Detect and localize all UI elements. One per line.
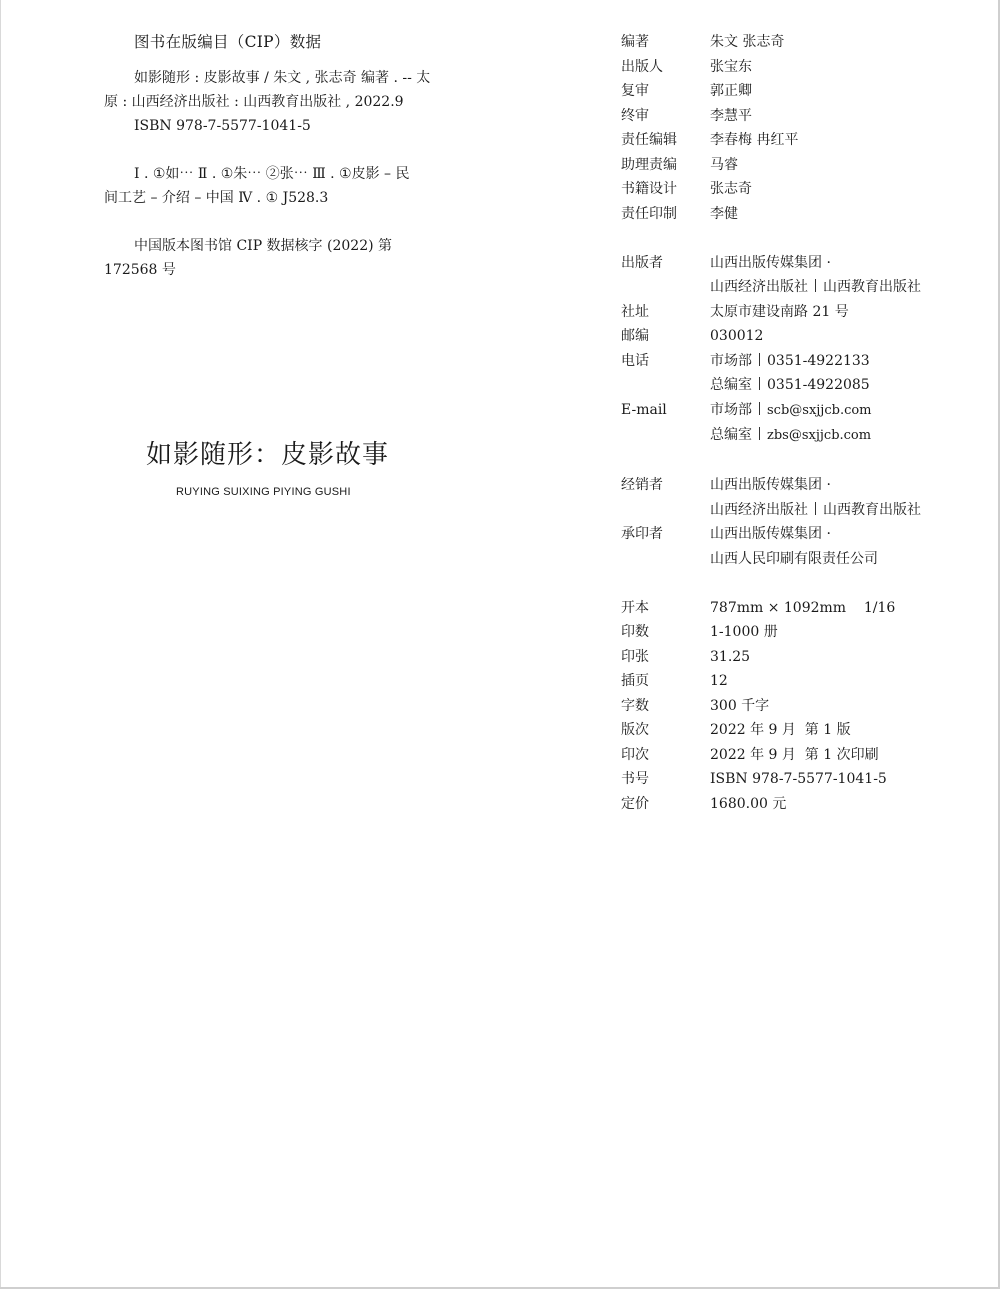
phone-row-2	[621, 373, 991, 398]
separator	[815, 279, 816, 292]
email-address-1: scb@sxjjcb.com	[767, 402, 872, 418]
cip-title: 图书在版编目（CIP）数据	[134, 33, 322, 51]
spec-label: 版次	[621, 722, 649, 738]
email-address-2: zbs@sxjjcb.com	[767, 428, 872, 443]
spec-row	[621, 694, 991, 719]
phone-dept-1: 市场部	[710, 352, 752, 369]
spec-value: 1-1000 册	[710, 624, 778, 640]
address-value: 太原市建设南路 21 号	[710, 303, 849, 320]
publisher-name-a: 山西经济出版社	[710, 279, 808, 295]
publisher-row-2	[621, 275, 991, 300]
separator	[759, 377, 760, 390]
credit-label: 责任印制	[621, 205, 677, 222]
spec-label: 字数	[621, 697, 649, 714]
credit-row	[621, 104, 991, 129]
credit-label: 编著	[621, 34, 649, 50]
printer-line-1: 山西出版传媒集团 ·	[710, 526, 831, 542]
credit-label: 出版人	[621, 58, 663, 75]
email-dept-1: 市场部	[710, 401, 752, 418]
credit-value: 李健	[710, 205, 738, 222]
credit-row	[621, 128, 991, 153]
publisher-label: 出版者	[621, 254, 663, 271]
spec-row	[621, 792, 991, 817]
spec-label: 书号	[621, 771, 649, 787]
cip-subject-b: 间工艺 – 介绍 – 中国 Ⅳ . ① J528.3	[104, 190, 329, 206]
phone-number-1: 0351-4922133	[767, 352, 870, 369]
credit-row	[621, 153, 991, 178]
distributor-row-2	[621, 498, 991, 523]
page-left-edge	[0, 0, 1, 1289]
spec-row	[621, 620, 991, 645]
separator	[759, 427, 760, 440]
separator	[759, 353, 760, 366]
cip-line-1b: 原 : 山西经济出版社 : 山西教育出版社 , 2022.9	[104, 94, 404, 110]
spec-value: 1680.00 元	[710, 795, 787, 812]
spec-label: 印张	[621, 648, 649, 665]
credit-value: 马睿	[710, 156, 738, 173]
spec-row	[621, 596, 991, 621]
spec-label: 定价	[621, 795, 649, 812]
spec-label: 开本	[621, 599, 649, 616]
credit-label: 助理责编	[621, 156, 677, 173]
email-label: E-mail	[621, 401, 667, 418]
printer-row-2	[621, 547, 991, 572]
spec-value: 787mm × 1092mm 1/16	[710, 599, 896, 616]
spec-value: 31.25	[710, 648, 751, 665]
phone-row	[621, 349, 991, 374]
credit-label: 复审	[621, 83, 649, 99]
printer-row	[621, 522, 991, 547]
spec-row	[621, 645, 991, 670]
separator	[759, 402, 760, 415]
distributor-name-b: 山西教育出版社	[823, 501, 921, 518]
distributor-line-1: 山西出版传媒集团 ·	[710, 477, 831, 493]
phone-label: 电话	[621, 352, 649, 369]
cip-subject-a: Ⅰ . ①如⋯ Ⅱ . ①朱⋯ ②张⋯ Ⅲ . ①皮影 – 民	[134, 166, 410, 182]
spec-value: 300 千字	[710, 697, 770, 714]
publisher-row	[621, 251, 991, 276]
separator	[815, 502, 816, 515]
credit-label: 书籍设计	[621, 181, 677, 197]
credit-value: 张宝东	[710, 58, 752, 75]
distributor-row	[621, 473, 991, 498]
cip-block	[104, 30, 444, 282]
credit-row	[621, 177, 991, 202]
credit-value: 朱文 张志奇	[710, 34, 785, 50]
spec-value: ISBN 978-7-5577-1041-5	[710, 771, 887, 787]
credit-value: 张志奇	[710, 181, 752, 197]
distributor-name-a: 山西经济出版社	[710, 501, 808, 518]
postcode-value: 030012	[710, 328, 764, 344]
book-title: 如影随形：皮影故事	[146, 440, 390, 470]
credit-row	[621, 55, 991, 80]
spec-row	[621, 767, 991, 792]
phone-number-2: 0351-4922085	[767, 377, 870, 393]
credit-value: 李春梅 冉红平	[710, 132, 799, 148]
cip-isbn: ISBN 978-7-5577-1041-5	[134, 118, 311, 134]
credit-row	[621, 202, 991, 227]
address-row	[621, 300, 991, 325]
email-dept-2: 总编室	[710, 427, 752, 443]
publisher-name-b: 山西教育出版社	[823, 279, 921, 295]
spec-label: 印数	[621, 624, 649, 640]
email-row	[621, 398, 991, 424]
credit-value: 李慧平	[710, 107, 752, 124]
printer-label: 承印者	[621, 526, 663, 542]
credit-value: 郭正卿	[710, 83, 752, 99]
cip-number: 中国版本图书馆 CIP 数据核字 (2022) 第 172568 号	[104, 238, 393, 278]
spec-label: 印次	[621, 746, 649, 763]
email-row-2	[621, 423, 991, 449]
credit-label: 终审	[621, 107, 649, 124]
cip-line-1a: 如影随形 : 皮影故事 / 朱文 , 张志奇 编著 . -- 太	[134, 70, 431, 86]
book-title-pinyin: RUYING SUIXING PIYING GUSHI	[176, 486, 351, 498]
distributor-label: 经销者	[621, 477, 663, 493]
publisher-line-1: 山西出版传媒集团 ·	[710, 254, 831, 271]
spec-value: 2022 年 9 月 第 1 版	[710, 722, 851, 738]
spec-row	[621, 743, 991, 768]
printer-line-2: 山西人民印刷有限责任公司	[710, 550, 878, 567]
colophon	[621, 30, 991, 816]
spec-row	[621, 718, 991, 743]
spec-value: 2022 年 9 月 第 1 次印刷	[710, 746, 879, 763]
address-label: 社址	[621, 303, 649, 320]
credit-row	[621, 79, 991, 104]
credit-row	[621, 30, 991, 55]
spec-value: 12	[710, 673, 728, 689]
spec-label: 插页	[621, 673, 649, 689]
credit-label: 责任编辑	[621, 132, 677, 148]
spec-row	[621, 669, 991, 694]
postcode-row	[621, 324, 991, 349]
postcode-label: 邮编	[621, 328, 649, 344]
phone-dept-2: 总编室	[710, 377, 752, 393]
